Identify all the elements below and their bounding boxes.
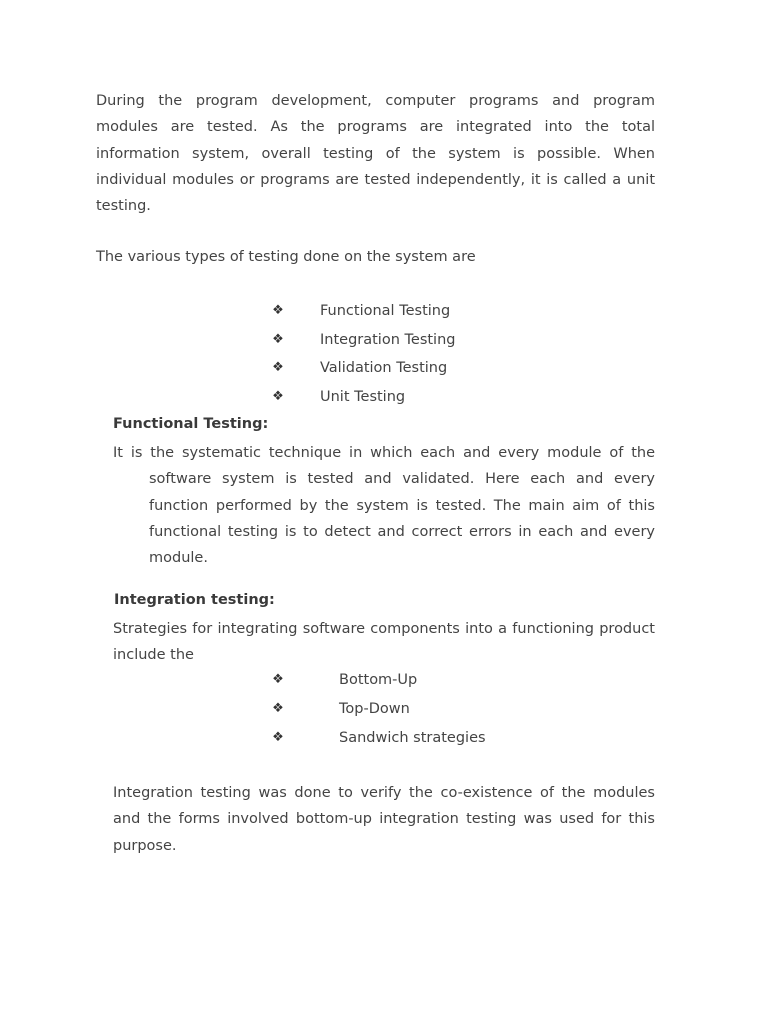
list-item-label: Functional Testing bbox=[320, 303, 451, 319]
list-item-label: Top-Down bbox=[339, 701, 410, 717]
list-item bbox=[271, 699, 531, 719]
list-item bbox=[271, 301, 531, 321]
diamond-bullet-icon: ❖ bbox=[272, 672, 284, 687]
diamond-bullet-icon: ❖ bbox=[272, 332, 284, 347]
diamond-bullet-icon: ❖ bbox=[272, 389, 284, 404]
intro-paragraph: During the program development, computer programs and program modules are tested. As the programs are integrated into the total information system, overall testing of the system is possible. When individual modules or programs are tested independently, it is called a unit testing. bbox=[96, 93, 655, 215]
diamond-bullet-icon: ❖ bbox=[272, 360, 284, 375]
list-item-label: Sandwich strategies bbox=[339, 730, 486, 746]
list-item-label: Unit Testing bbox=[320, 389, 406, 405]
list-item bbox=[271, 330, 531, 350]
functional-testing-paragraph: It is the systematic technique in which each and every module of the software system is tested and validated. Here each and every function performed by the system is tested. The main aim of this functional testing is to detect and correct errors in each and every module. bbox=[113, 445, 655, 567]
testing-types-intro: The various types of testing done on the system are bbox=[96, 249, 476, 265]
list-item bbox=[271, 358, 531, 378]
integration-strategies-intro: Strategies for integrating software components into a functioning product include the bbox=[113, 621, 655, 664]
list-item-label: Integration Testing bbox=[320, 332, 456, 348]
integration-testing-heading: Integration testing: bbox=[114, 592, 275, 608]
list-item bbox=[271, 387, 531, 407]
list-item-label: Bottom-Up bbox=[339, 672, 418, 688]
integration-conclusion-paragraph: Integration testing was done to verify the co-existence of the modules and the forms involved bottom-up integration testing was used for this purpose. bbox=[113, 785, 655, 854]
list-item bbox=[271, 728, 531, 748]
diamond-bullet-icon: ❖ bbox=[272, 303, 284, 318]
diamond-bullet-icon: ❖ bbox=[272, 730, 284, 745]
functional-testing-heading: Functional Testing: bbox=[113, 416, 269, 432]
diamond-bullet-icon: ❖ bbox=[272, 701, 284, 716]
list-item bbox=[271, 670, 531, 690]
list-item-label: Validation Testing bbox=[320, 360, 448, 376]
